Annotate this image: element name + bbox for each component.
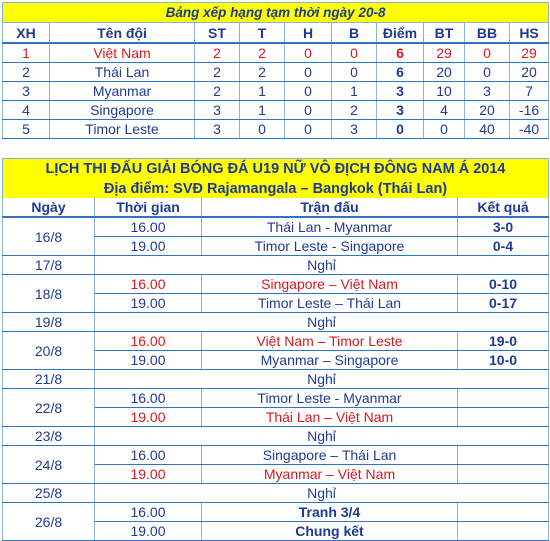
standings-cell-goals-for: 0 bbox=[424, 120, 465, 139]
standings-caption: Bảng xếp hạng tạm thời ngày 20-8 bbox=[3, 3, 549, 23]
col-header-goals-against: BB bbox=[465, 23, 510, 44]
standings-cell-goals-for: 10 bbox=[424, 82, 465, 101]
standings-cell-goals-for: 29 bbox=[424, 43, 465, 63]
schedule-rest-label: Nghỉ bbox=[95, 484, 549, 503]
standings-cell-goal-diff: 7 bbox=[510, 82, 549, 101]
schedule-time: 19.00 bbox=[95, 408, 202, 427]
schedule-result bbox=[458, 503, 549, 522]
schedule-date: 18/8 bbox=[3, 275, 95, 313]
schedule-title: LỊCH THI ĐẤU GIẢI BÓNG ĐÁ U19 NỮ VÔ ĐỊCH ĐÔNG NAM Á 2014 bbox=[3, 159, 549, 180]
col-header-rank: XH bbox=[3, 23, 50, 44]
standings-cell-drawn: 0 bbox=[285, 63, 332, 82]
col-header-goal-diff: HS bbox=[510, 23, 549, 44]
schedule-time: 19.00 bbox=[95, 351, 202, 370]
standings-cell-played: 2 bbox=[195, 43, 240, 63]
standings-cell-played: 2 bbox=[195, 82, 240, 101]
col-header-result: Kết quả bbox=[458, 198, 549, 217]
schedule-time: 16.00 bbox=[95, 217, 202, 237]
standings-cell-goals-against: 20 bbox=[465, 101, 510, 120]
standings-cell-points: 0 bbox=[377, 120, 424, 139]
schedule-date: 24/8 bbox=[3, 446, 95, 484]
schedule-time: 16.00 bbox=[95, 389, 202, 408]
standings-cell-goals-for: 4 bbox=[424, 101, 465, 120]
standings-cell-drawn: 0 bbox=[285, 82, 332, 101]
col-header-team: Tên đội bbox=[50, 23, 195, 44]
schedule-rest-label: Nghỉ bbox=[95, 256, 549, 275]
schedule-rest-row bbox=[3, 370, 549, 389]
schedule-result: 0-17 bbox=[458, 294, 549, 313]
standings-cell-team: Myanmar bbox=[50, 82, 195, 101]
standings-cell-drawn: 0 bbox=[285, 120, 332, 139]
table-row bbox=[3, 82, 549, 101]
standings-cell-rank: 3 bbox=[3, 82, 50, 101]
schedule-date: 20/8 bbox=[3, 332, 95, 370]
standings-cell-drawn: 0 bbox=[285, 101, 332, 120]
standings-header-row bbox=[3, 23, 549, 44]
col-header-lost: B bbox=[332, 23, 377, 44]
table-row bbox=[3, 120, 549, 139]
standings-cell-won: 1 bbox=[240, 101, 285, 120]
schedule-match-row bbox=[3, 275, 549, 294]
standings-cell-lost: 1 bbox=[332, 82, 377, 101]
standings-cell-won: 0 bbox=[240, 120, 285, 139]
schedule-header-row bbox=[3, 198, 549, 217]
standings-cell-rank: 1 bbox=[3, 43, 50, 63]
schedule-result bbox=[458, 465, 549, 484]
schedule-match: Timor Leste - Singapore bbox=[202, 237, 458, 256]
col-header-date: Ngày bbox=[3, 198, 95, 217]
standings-cell-rank: 2 bbox=[3, 63, 50, 82]
standings-cell-lost: 3 bbox=[332, 120, 377, 139]
standings-cell-points: 3 bbox=[377, 101, 424, 120]
standings-cell-points: 6 bbox=[377, 63, 424, 82]
standings-cell-won: 2 bbox=[240, 43, 285, 63]
standings-cell-played: 2 bbox=[195, 63, 240, 82]
standings-cell-goals-against: 0 bbox=[465, 43, 510, 63]
schedule-result: 0-4 bbox=[458, 237, 549, 256]
schedule-time: 19.00 bbox=[95, 522, 202, 541]
schedule-match: Singapore – Thái Lan bbox=[202, 446, 458, 465]
schedule-rest-row bbox=[3, 313, 549, 332]
schedule-table bbox=[2, 158, 549, 541]
col-header-goals-for: BT bbox=[424, 23, 465, 44]
schedule-date: 26/8 bbox=[3, 503, 95, 541]
schedule-date: 22/8 bbox=[3, 389, 95, 427]
schedule-result bbox=[458, 446, 549, 465]
schedule-rest-label: Nghỉ bbox=[95, 370, 549, 389]
col-header-played: ST bbox=[195, 23, 240, 44]
standings-cell-goal-diff: 20 bbox=[510, 63, 549, 82]
standings-cell-won: 2 bbox=[240, 63, 285, 82]
schedule-result: 0-10 bbox=[458, 275, 549, 294]
schedule-match-row bbox=[3, 389, 549, 408]
standings-table bbox=[2, 2, 549, 139]
standings-cell-rank: 4 bbox=[3, 101, 50, 120]
standings-cell-goal-diff: -16 bbox=[510, 101, 549, 120]
standings-cell-points: 3 bbox=[377, 82, 424, 101]
col-header-points: Điểm bbox=[377, 23, 424, 44]
col-header-time: Thời gian bbox=[95, 198, 202, 217]
col-header-drawn: H bbox=[285, 23, 332, 44]
schedule-result: 19-0 bbox=[458, 332, 549, 351]
schedule-time: 19.00 bbox=[95, 294, 202, 313]
standings-cell-lost: 0 bbox=[332, 63, 377, 82]
schedule-date: 16/8 bbox=[3, 217, 95, 256]
schedule-result: 3-0 bbox=[458, 217, 549, 237]
schedule-match-row bbox=[3, 217, 549, 237]
table-row bbox=[3, 101, 549, 120]
standings-cell-team: Timor Leste bbox=[50, 120, 195, 139]
schedule-title-row bbox=[3, 159, 549, 180]
schedule-match-row bbox=[3, 332, 549, 351]
standings-caption-row bbox=[3, 3, 549, 23]
schedule-time: 16.00 bbox=[95, 275, 202, 294]
standings-cell-points: 6 bbox=[377, 43, 424, 63]
schedule-time: 16.00 bbox=[95, 503, 202, 522]
table-row bbox=[3, 63, 549, 82]
schedule-match: Thái Lan - Myanmar bbox=[202, 217, 458, 237]
standings-cell-played: 3 bbox=[195, 101, 240, 120]
schedule-result: 10-0 bbox=[458, 351, 549, 370]
standings-cell-goals-for: 20 bbox=[424, 63, 465, 82]
standings-cell-team: Singapore bbox=[50, 101, 195, 120]
schedule-date: 23/8 bbox=[3, 427, 95, 446]
schedule-result bbox=[458, 522, 549, 541]
standings-cell-team: Thái Lan bbox=[50, 63, 195, 82]
standings-cell-played: 3 bbox=[195, 120, 240, 139]
standings-cell-drawn: 0 bbox=[285, 43, 332, 63]
schedule-time: 16.00 bbox=[95, 332, 202, 351]
schedule-match: Chung kết bbox=[202, 522, 458, 541]
schedule-venue: Địa điểm: SVĐ Rajamangala – Bangkok (Thái Lan) bbox=[3, 179, 549, 198]
schedule-time: 19.00 bbox=[95, 237, 202, 256]
schedule-rest-row bbox=[3, 256, 549, 275]
schedule-date: 19/8 bbox=[3, 313, 95, 332]
standings-cell-team: Việt Nam bbox=[50, 43, 195, 63]
schedule-rest-label: Nghỉ bbox=[95, 313, 549, 332]
schedule-match: Timor Leste - Myanmar bbox=[202, 389, 458, 408]
table-row bbox=[3, 43, 549, 63]
standings-cell-goals-against: 3 bbox=[465, 82, 510, 101]
schedule-rest-label: Nghỉ bbox=[95, 427, 549, 446]
schedule-match: Myanmar – Singapore bbox=[202, 351, 458, 370]
schedule-result bbox=[458, 408, 549, 427]
schedule-rest-row bbox=[3, 484, 549, 503]
schedule-result bbox=[458, 389, 549, 408]
standings-cell-goals-against: 40 bbox=[465, 120, 510, 139]
schedule-match: Thái Lan – Việt Nam bbox=[202, 408, 458, 427]
schedule-date: 17/8 bbox=[3, 256, 95, 275]
schedule-match: Việt Nam – Timor Leste bbox=[202, 332, 458, 351]
standings-cell-goals-against: 0 bbox=[465, 63, 510, 82]
col-header-match: Trận đấu bbox=[202, 198, 458, 217]
schedule-date: 21/8 bbox=[3, 370, 95, 389]
standings-cell-won: 1 bbox=[240, 82, 285, 101]
schedule-venue-row bbox=[3, 179, 549, 198]
col-header-won: T bbox=[240, 23, 285, 44]
schedule-match-row bbox=[3, 503, 549, 522]
standings-cell-goal-diff: -40 bbox=[510, 120, 549, 139]
schedule-match: Tranh 3/4 bbox=[202, 503, 458, 522]
schedule-match: Singapore – Việt Nam bbox=[202, 275, 458, 294]
schedule-match: Timor Leste – Thái Lan bbox=[202, 294, 458, 313]
standings-cell-goal-diff: 29 bbox=[510, 43, 549, 63]
standings-cell-lost: 2 bbox=[332, 101, 377, 120]
schedule-time: 19.00 bbox=[95, 465, 202, 484]
standings-cell-rank: 5 bbox=[3, 120, 50, 139]
standings-cell-lost: 0 bbox=[332, 43, 377, 63]
schedule-match-row bbox=[3, 446, 549, 465]
schedule-date: 25/8 bbox=[3, 484, 95, 503]
schedule-match: Myanmar – Việt Nam bbox=[202, 465, 458, 484]
schedule-rest-row bbox=[3, 427, 549, 446]
schedule-time: 16.00 bbox=[95, 446, 202, 465]
